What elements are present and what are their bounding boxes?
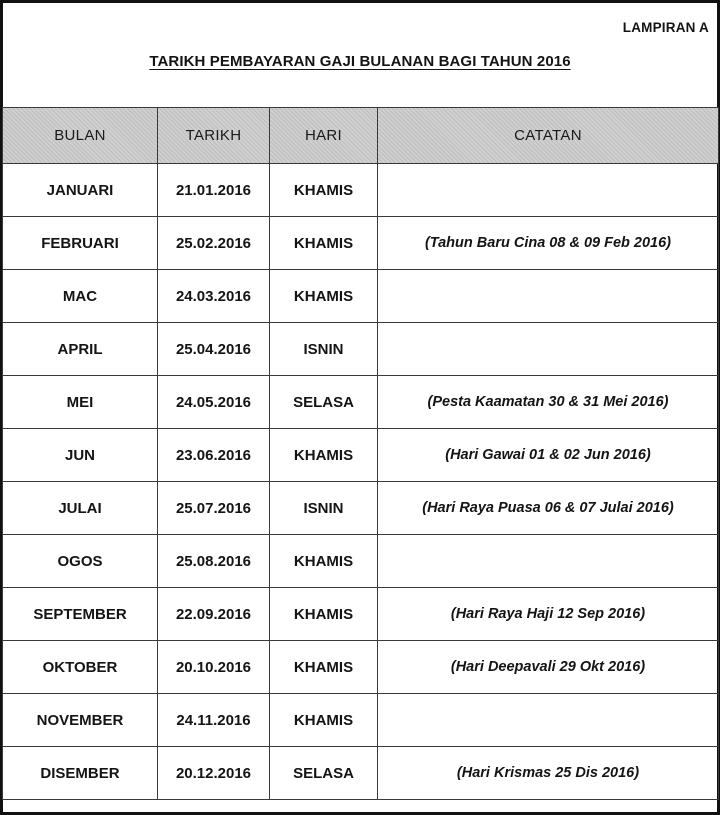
cell-note: (Hari Deepavali 29 Okt 2016) [378, 641, 719, 694]
cell-month: APRIL [3, 323, 158, 376]
cell-note [378, 164, 719, 217]
cell-date: 25.08.2016 [158, 535, 270, 588]
table-row [3, 164, 719, 217]
cell-month: JUN [3, 429, 158, 482]
cell-note: (Tahun Baru Cina 08 & 09 Feb 2016) [378, 217, 719, 270]
cell-note: (Hari Krismas 25 Dis 2016) [378, 747, 719, 800]
cell-day: KHAMIS [270, 270, 378, 323]
document-title [3, 53, 717, 70]
cell-day: KHAMIS [270, 535, 378, 588]
table-header-row [3, 108, 719, 164]
header-date: TARIKH [158, 108, 270, 164]
table-row [3, 429, 719, 482]
cell-day: KHAMIS [270, 694, 378, 747]
cell-date: 21.01.2016 [158, 164, 270, 217]
cell-note: (Pesta Kaamatan 30 & 31 Mei 2016) [378, 376, 719, 429]
cell-day: KHAMIS [270, 429, 378, 482]
cell-day: KHAMIS [270, 641, 378, 694]
table-row [3, 217, 719, 270]
table-row [3, 270, 719, 323]
cell-month: MEI [3, 376, 158, 429]
header-day: HARI [270, 108, 378, 164]
cell-day: KHAMIS [270, 588, 378, 641]
cell-month: FEBRUARI [3, 217, 158, 270]
table-row [3, 694, 719, 747]
table-row [3, 641, 719, 694]
table-row [3, 588, 719, 641]
cell-date: 20.10.2016 [158, 641, 270, 694]
cell-note [378, 694, 719, 747]
header-note: CATATAN [378, 108, 719, 164]
cell-date: 22.09.2016 [158, 588, 270, 641]
table-row [3, 747, 719, 800]
cell-day: SELASA [270, 747, 378, 800]
cell-date: 24.05.2016 [158, 376, 270, 429]
cell-month: JANUARI [3, 164, 158, 217]
cell-month: DISEMBER [3, 747, 158, 800]
cell-month: MAC [3, 270, 158, 323]
cell-month: OKTOBER [3, 641, 158, 694]
cell-date: 25.02.2016 [158, 217, 270, 270]
cell-note: (Hari Gawai 01 & 02 Jun 2016) [378, 429, 719, 482]
cell-note [378, 323, 719, 376]
cell-date: 25.07.2016 [158, 482, 270, 535]
table-row [3, 535, 719, 588]
cell-date: 24.11.2016 [158, 694, 270, 747]
cell-date: 24.03.2016 [158, 270, 270, 323]
salary-schedule-table [2, 107, 719, 800]
header-month: BULAN [3, 108, 158, 164]
cell-date: 20.12.2016 [158, 747, 270, 800]
table-row [3, 482, 719, 535]
document-title-text: TARIKH PEMBAYARAN GAJI BULANAN BAGI TAHUN 2016 [149, 53, 571, 70]
cell-day: ISNIN [270, 482, 378, 535]
table-row [3, 376, 719, 429]
cell-date: 23.06.2016 [158, 429, 270, 482]
cell-month: SEPTEMBER [3, 588, 158, 641]
cell-month: NOVEMBER [3, 694, 158, 747]
cell-month: JULAI [3, 482, 158, 535]
cell-day: SELASA [270, 376, 378, 429]
cell-month: OGOS [3, 535, 158, 588]
cell-day: KHAMIS [270, 217, 378, 270]
cell-date: 25.04.2016 [158, 323, 270, 376]
cell-note [378, 535, 719, 588]
cell-day: ISNIN [270, 323, 378, 376]
cell-note: (Hari Raya Haji 12 Sep 2016) [378, 588, 719, 641]
appendix-label: LAMPIRAN A [622, 20, 709, 35]
cell-note: (Hari Raya Puasa 06 & 07 Julai 2016) [378, 482, 719, 535]
cell-day: KHAMIS [270, 164, 378, 217]
cell-note [378, 270, 719, 323]
table-row [3, 323, 719, 376]
